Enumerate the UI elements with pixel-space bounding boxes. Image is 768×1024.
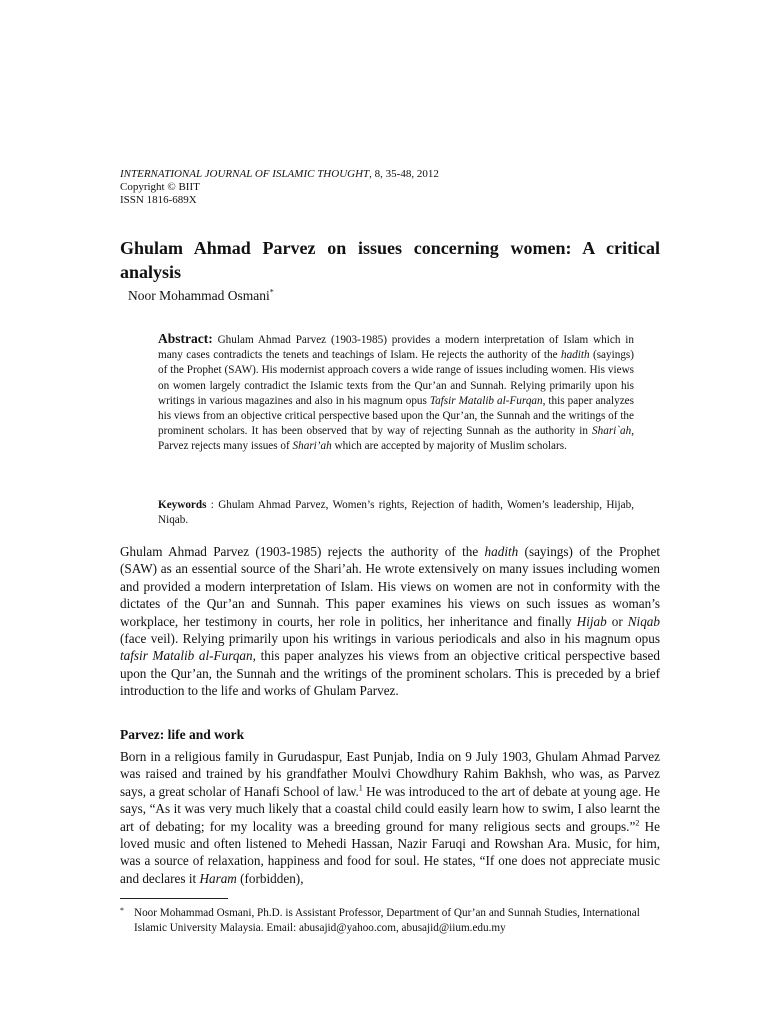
footnote-mark: * xyxy=(120,906,124,915)
body-emphasis: hadith xyxy=(484,544,519,559)
abstract xyxy=(158,331,634,455)
section-heading: Parvez: life and work xyxy=(120,727,245,742)
body-text: He was introduced to the art of debate at young age. He says, “As it was very much likely that a coastal child could easily learn how to swim, I also learnt the art of debating; for my locality was a breeding ground for many religious sects and groups.” xyxy=(120,783,660,834)
body-text: He loved music and often listened to Mehedi Hassan, Nazir Faruqi and Rowshan Ara. Music, for him, was a source of relaxation, happiness and food for soul. He states, “If one does not appreciate music and declares it xyxy=(120,818,660,886)
copyright-line: Copyright © BIIT xyxy=(120,181,200,193)
body-emphasis: Haram xyxy=(199,870,237,886)
footnote-ref[interactable]: 2 xyxy=(635,818,640,828)
abstract-emphasis: Tafsir Matalib al-Furqan, xyxy=(429,394,546,407)
author-footnote xyxy=(120,906,660,935)
body-emphasis: Hijab xyxy=(576,613,607,629)
volume-pages: , 8, 35-48, 2012 xyxy=(369,168,439,180)
abstract-text: which are accepted by majority of Muslim scholars. xyxy=(331,440,567,453)
body-text: Born in a religious family in Gurudaspur, East Punjab, India on 9 July 1903, Ghulam Ahmad Parvez was raised and trained by his grandfather Moulvi Chowdhury Rahim Bakhsh, who was, as Parvez says, a great scholar of Hanafi School of law. xyxy=(120,749,660,799)
footnote-ref[interactable]: 1 xyxy=(358,783,363,793)
journal-citation xyxy=(120,168,439,181)
body-text: or xyxy=(606,613,628,629)
footnote-divider xyxy=(120,898,228,899)
issn-line: ISSN 1816-689X xyxy=(120,194,197,206)
author-name: Noor Mohammad Osmani xyxy=(128,288,270,303)
abstract-emphasis: Shari’ah xyxy=(292,440,332,453)
abstract-emphasis: hadith xyxy=(560,349,590,362)
abstract-text: this paper analyzes his views from an objective critical perspective based upon the Qur’an, the Sunnah and the writings of the prominent scholars. It has been observed that by way of rejecting Sunnah as the authority in xyxy=(158,394,634,438)
journal-name: INTERNATIONAL JOURNAL OF ISLAMIC THOUGHT xyxy=(120,168,370,180)
footnote-text: Noor Mohammad Osmani, Ph.D. is Assistant Professor, Department of Qur’an and Sunnah Studies, International Islamic University Malaysia. Email: abusajid@yahoo.com, abusajid@iium.edu.my xyxy=(134,907,640,934)
keywords-label: Keywords xyxy=(158,499,207,511)
keywords-text: : Ghulam Ahmad Parvez, Women’s rights, Rejection of hadith, Women’s leadership, Hijab, Niqab. xyxy=(158,499,634,527)
abstract-text: Ghulam Ahmad Parvez (1903-1985) provides a modern interpretation of Islam which in many cases contradicts the tenets and teachings of Islam. He rejects the authority of the xyxy=(158,334,634,362)
body-text: (sayings) of the Prophet (SAW) as an essential source of the Shari’ah. He wrote extensively on many issues including women and provided a modern interpretation of Islam. His views on women are not in conformity with the dictates of the Qur’an and Sunnah. This paper examines his views on such issues as woman’s workplace, her testimony in courts, her role in politics, her inheritance and finally xyxy=(120,544,660,629)
intro-paragraph xyxy=(120,543,660,700)
body-text: this paper analyzes his views from an objective critical perspective based upon the Qur’an, the Sunnah and the writings of the prominent scholars. This is preceded by a brief introduction to the life and works of Ghulam Parvez. xyxy=(120,648,660,699)
journal-header xyxy=(120,168,439,207)
body-text: (face veil). Relying primarily upon his writings in various periodicals and also in his magnum opus xyxy=(120,631,660,647)
abstract-emphasis: Shari`ah xyxy=(592,425,632,438)
body-emphasis: Niqab xyxy=(627,613,660,629)
abstract-text: , Parvez rejects many issues of xyxy=(158,425,634,453)
body-emphasis: tafsir Matalib al-Furqan, xyxy=(120,648,256,664)
body-text: (forbidden), xyxy=(236,870,304,886)
author-footnote-mark: * xyxy=(269,287,274,297)
life-paragraph xyxy=(120,748,660,887)
abstract-text: (sayings) of the Prophet (SAW). His modernist approach covers a wide range of issues including women. His views on women largely contradict the Islamic texts from the Qur’an and Sunnah. Relying primarily upon his writings in various magazines and also in his magnum opus xyxy=(158,349,634,407)
body-text: Ghulam Ahmad Parvez (1903-1985) rejects the authority of the xyxy=(120,544,485,559)
abstract-label: Abstract: xyxy=(158,331,213,346)
keywords xyxy=(158,498,634,528)
author-line xyxy=(128,288,274,304)
article-title: Ghulam Ahmad Parvez on issues concerning women: A critical analysis xyxy=(120,238,660,282)
